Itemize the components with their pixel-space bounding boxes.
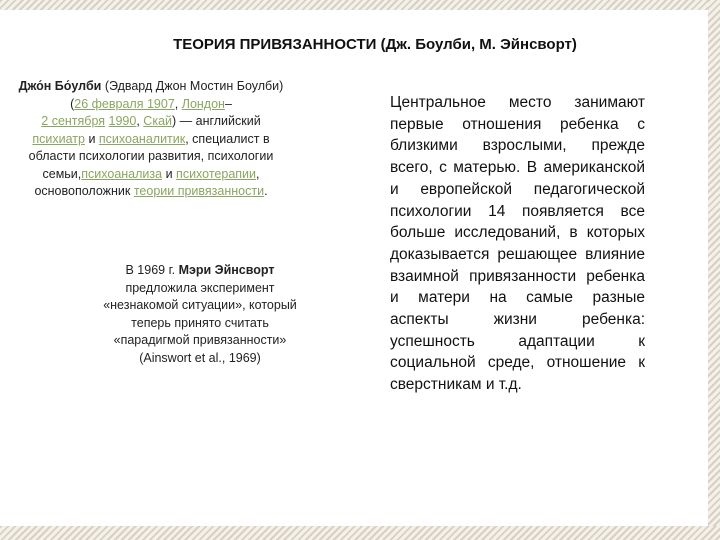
link-attachment-theory[interactable]: теории привязанности xyxy=(133,184,265,198)
main-text: Центральное место занимают первые отношения ребенка с близкими взрослыми, прежде всего, с матерью. В американской и европейской педагогической психологии 14 появляется все больше исследований, в которых доказывается решающее влияние взаимной привязанности ребенка и матери на самые разные аспекты жизни ребенка: успешность адаптации к социальной среде, отношение к сверстникам и т.д. xyxy=(390,94,645,394)
ainsworth-text: предложила эксперимент «незнакомой ситуации», который теперь принято считать «парадигмой привязанности» (Ainswort et al., 1969) xyxy=(103,280,297,365)
bio-text: и xyxy=(84,131,99,146)
link-skye[interactable]: Скай xyxy=(143,114,173,128)
bio-text: , специалист в области психологии развития, психологии семьи, xyxy=(28,131,274,181)
decorative-border-top xyxy=(0,0,720,10)
bowlby-name: Джо́н Бо́улби xyxy=(18,79,102,93)
slide-title: ТЕОРИЯ ПРИВЯЗАННОСТИ (Дж. Боулби, М. Эйнсворт) xyxy=(173,36,577,53)
link-psychoanalyst[interactable]: психоаналитик xyxy=(98,131,186,146)
link-birthdate[interactable]: 26 февраля 1907 xyxy=(74,96,175,111)
link-psychotherapy[interactable]: психотерапии xyxy=(176,166,257,181)
bio-text: (Эдвард Джон Мостин Боулби) ( xyxy=(70,79,284,111)
link-london[interactable]: Лондон xyxy=(181,96,225,111)
link-sept2[interactable]: 2 сентября xyxy=(41,114,106,128)
ainsworth-note xyxy=(100,262,300,367)
link-psychiatrist[interactable]: психиатр xyxy=(32,131,85,146)
decorative-border-right xyxy=(708,0,720,540)
ainsworth-name: Мэри Эйнсворт xyxy=(178,263,275,277)
bio-text: – xyxy=(224,96,232,111)
decorative-border-bottom xyxy=(0,526,720,540)
ainsworth-text: В 1969 г. xyxy=(125,263,179,277)
bio-text: , xyxy=(174,96,182,111)
bowlby-bio xyxy=(15,78,287,201)
bio-text: ) — английский xyxy=(172,114,261,128)
bio-text: и xyxy=(162,166,177,181)
bio-text: . xyxy=(264,184,268,198)
bio-text: , основоположник xyxy=(34,166,260,198)
link-year-1990[interactable]: 1990 xyxy=(108,114,137,128)
link-psychoanalysis[interactable]: психоанализа xyxy=(81,166,163,181)
bio-text: , xyxy=(136,114,144,128)
